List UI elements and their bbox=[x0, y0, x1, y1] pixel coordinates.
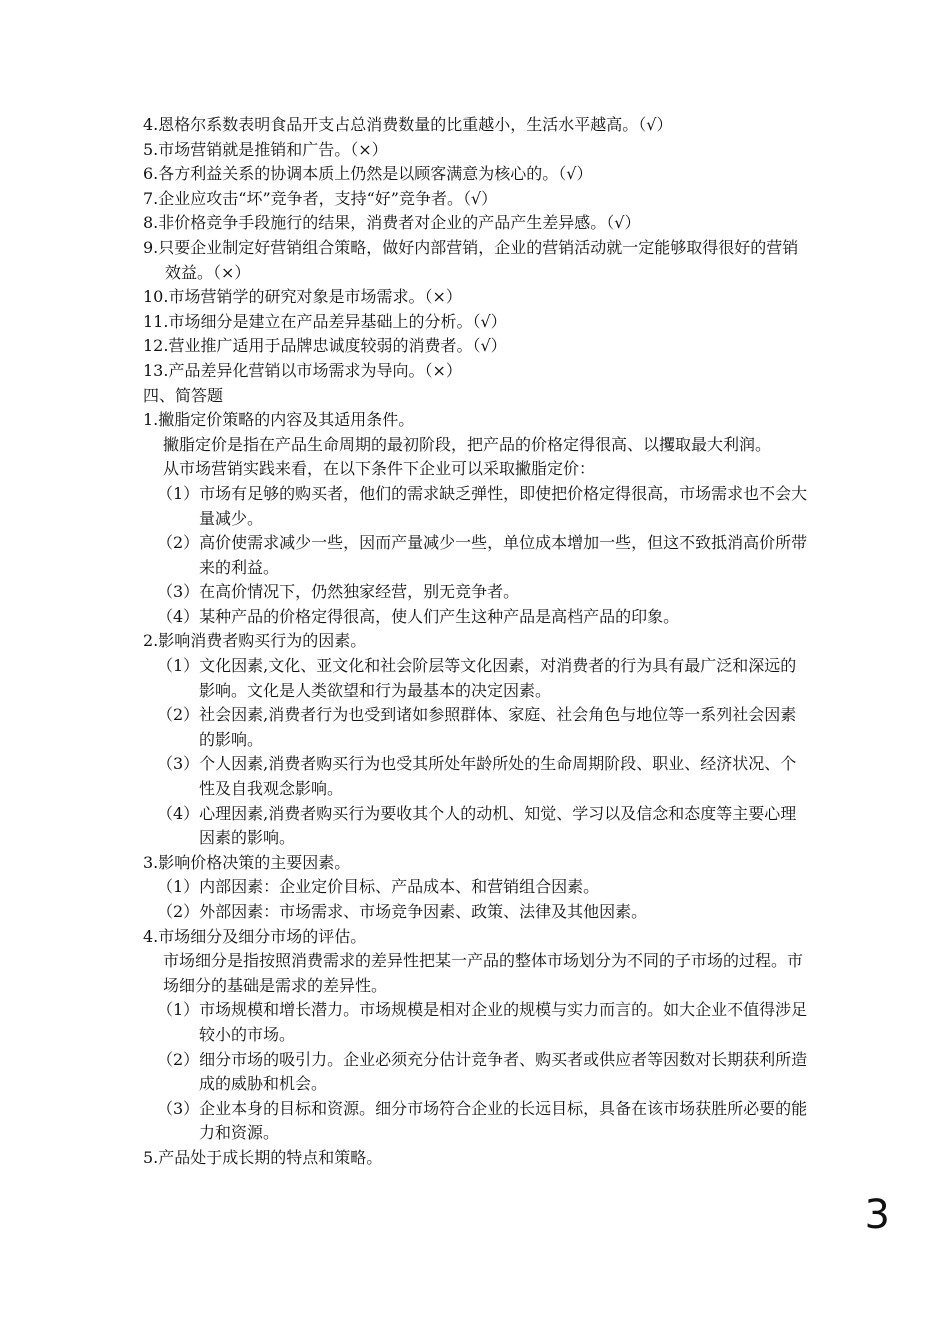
text-line: 从市场营销实践来看，在以下条件下企业可以采取撇脂定价： bbox=[163, 459, 596, 479]
text-line: 5.产品处于成长期的特点和策略。 bbox=[143, 1147, 383, 1167]
text-line: （1）文化因素,文化、亚文化和社会阶层等文化因素，对消费者的行为具有最广泛和深远的影响。文化是人类欲望和行为最基本的决定因素。 bbox=[157, 656, 797, 700]
text-line: （3）在高价情况下，仍然独家经营，别无竞争者。 bbox=[157, 582, 520, 602]
text-line: 7.企业应攻击“坏”竞争者，支持“好”竞争者。（√） bbox=[143, 188, 498, 208]
text-line: 4.恩格尔系数表明食品开支占总消费数量的比重越小，生活水平越高。（√） bbox=[143, 115, 673, 134]
text-line: 6.各方利益关系的协调本质上仍然是以顾客满意为核心的。（√） bbox=[143, 164, 593, 184]
text-line: 市场细分是指按照消费需求的差异性把某一产品的整体市场划分为不同的子市场的过程。市场细分的基础是需求的差异性。 bbox=[163, 951, 804, 995]
text-line: 2.影响消费者购买行为的因素。 bbox=[143, 631, 367, 651]
text-line: 4.市场细分及细分市场的评估。 bbox=[143, 926, 367, 946]
text-line: （4）某种产品的价格定得很高，使人们产生这种产品是高档产品的印象。 bbox=[157, 606, 680, 626]
text-line: 8.非价格竞争手段施行的结果，消费者对企业的产品产生差异感。（√） bbox=[143, 213, 641, 233]
document-body bbox=[143, 113, 811, 1171]
text-line: 3.影响价格决策的主要因素。 bbox=[143, 852, 351, 872]
text-line: （1）市场规模和增长潜力。市场规模是相对企业的规模与实力而言的。如大企业不值得涉足较小的市场。 bbox=[157, 1000, 808, 1044]
text-line: 13.产品差异化营销以市场需求为导向。（×） bbox=[143, 360, 462, 380]
text-line: 5.市场营销就是推销和广告。（×） bbox=[143, 139, 388, 159]
text-line: 撇脂定价是指在产品生命周期的最初阶段，把产品的价格定得很高、以攫取最大利润。 bbox=[163, 434, 772, 454]
text-line: （4）心理因素,消费者购买行为要收其个人的动机、知觉、学习以及信念和态度等主要心理因素的影响。 bbox=[157, 803, 797, 848]
page-number: 3 bbox=[864, 1192, 890, 1238]
text-line: 11.市场细分是建立在产品差异基础上的分析。（√） bbox=[143, 311, 507, 331]
text-line: （1）内部因素：企业定价目标、产品成本、和营销组合因素。 bbox=[157, 877, 600, 897]
text-line: （1）市场有足够的购买者，他们的需求缺乏弹性，即使把价格定得很高，市场需求也不会大量减少。 bbox=[157, 483, 808, 528]
text-line: 9.只要企业制定好营销组合策略，做好内部营销，企业的营销活动就一定能够取得很好的营销效益。（×） bbox=[143, 237, 799, 282]
text-line: 1.撇脂定价策略的内容及其适用条件。 bbox=[143, 410, 415, 430]
text-line: （3）企业本身的目标和资源。细分市场符合企业的长远目标，具备在该市场获胜所必要的能力和资源。 bbox=[157, 1098, 808, 1143]
text-line: 12.营业推广适用于品牌忠诚度较弱的消费者。（√） bbox=[143, 336, 507, 356]
text-line: （3）个人因素,消费者购买行为也受其所处年龄所处的生命周期阶段、职业、经济状况、个性及自我观念影响。 bbox=[157, 754, 797, 799]
text-line: （2）社会因素,消费者行为也受到诸如参照群体、家庭、社会角色与地位等一系列社会因素的影响。 bbox=[157, 705, 797, 749]
text-line: （2）外部因素：市场需求、市场竞争因素、政策、法律及其他因素。 bbox=[157, 902, 648, 921]
text-line: （2）细分市场的吸引力。企业必须充分估计竞争者、购买者或供应者等因数对长期获利所造成的威胁和机会。 bbox=[157, 1049, 808, 1094]
text-line: 四、简答题 bbox=[143, 385, 224, 405]
text-line: （2）高价使需求减少一些，因而产量减少一些，单位成本增加一些，但这不致抵消高价所带来的利益。 bbox=[157, 533, 808, 577]
text-line: 10.市场营销学的研究对象是市场需求。（×） bbox=[143, 287, 462, 307]
